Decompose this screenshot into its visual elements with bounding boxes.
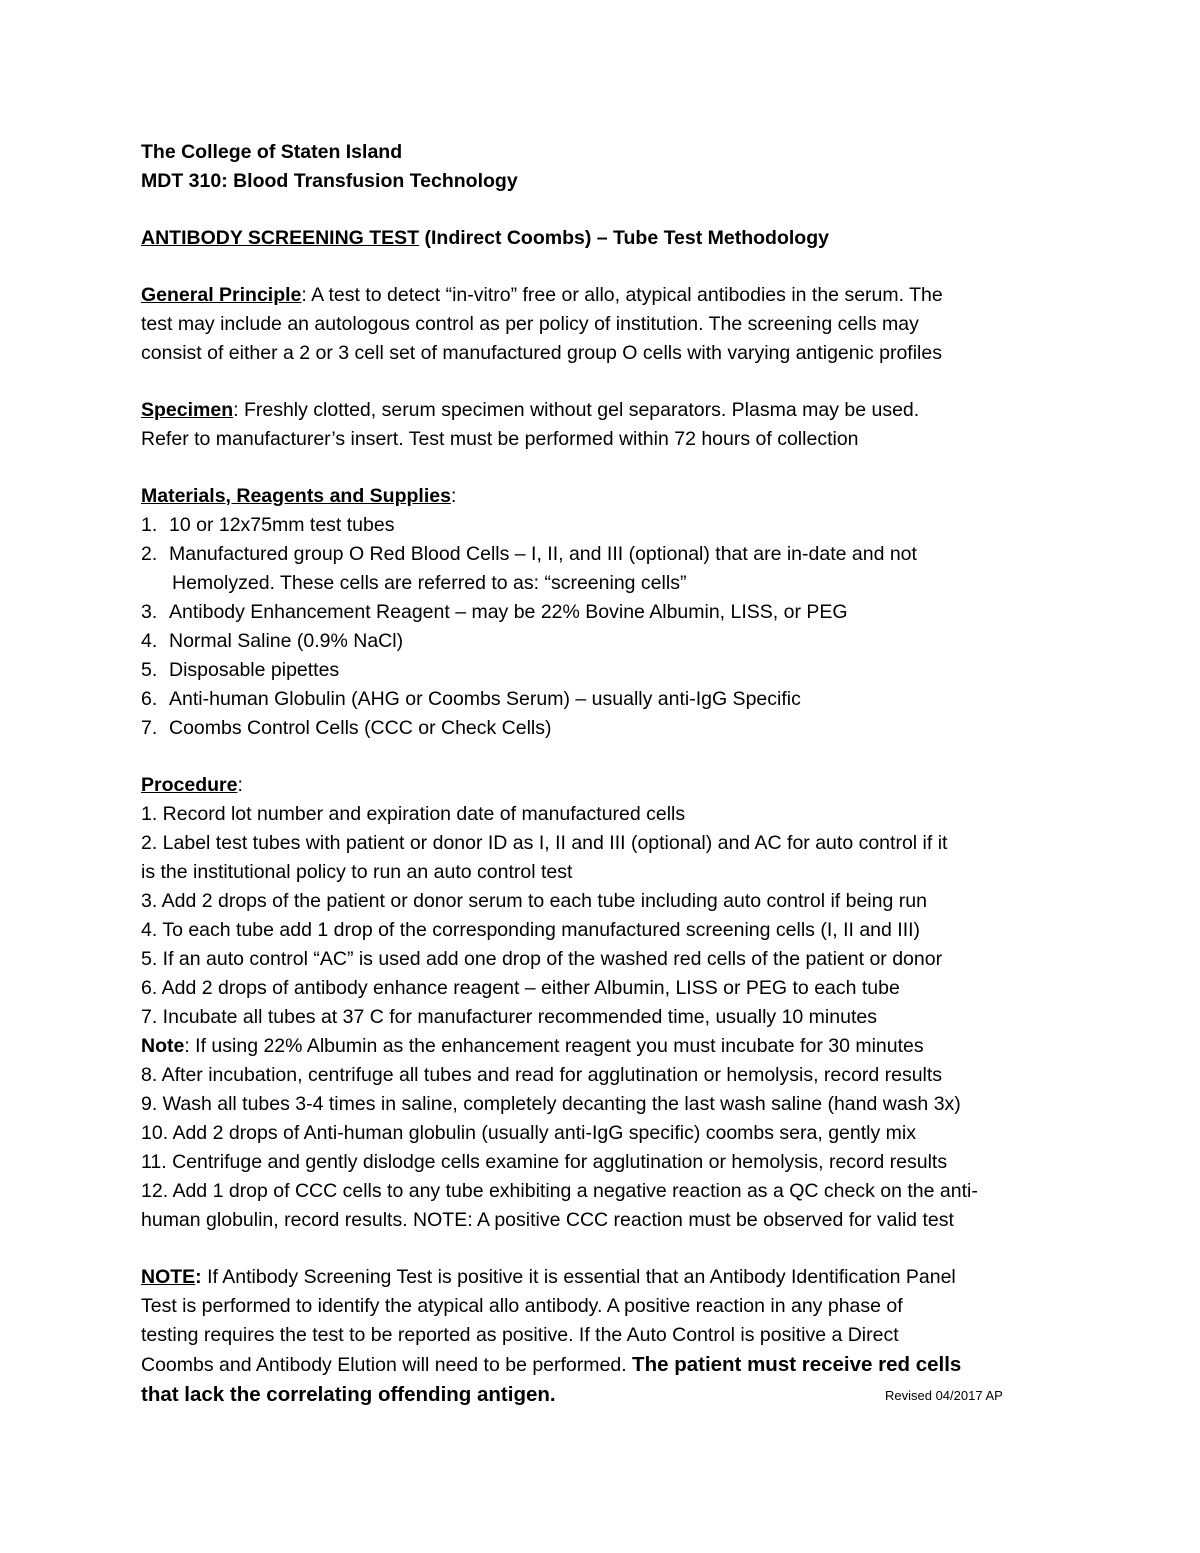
procedure-heading bbox=[141, 771, 1061, 800]
materials-item bbox=[141, 569, 1061, 598]
procedure-step: 12. Add 1 drop of CCC cells to any tube exhibiting a negative reaction as a QC check on the anti- bbox=[141, 1180, 978, 1202]
procedure-step: is the institutional policy to run an auto control test bbox=[141, 861, 573, 883]
procedure-step: 9. Wash all tubes 3-4 times in saline, completely decanting the last wash saline (hand wash 3x) bbox=[141, 1093, 961, 1115]
materials-item-number: 7. bbox=[141, 717, 158, 739]
specimen-line-2: Refer to manufacturer’s insert. Test must be performed within 72 hours of collection bbox=[141, 428, 859, 450]
materials-item bbox=[141, 598, 1061, 627]
general-principle-section bbox=[141, 281, 1061, 368]
materials-colon: : bbox=[450, 485, 457, 507]
note-line-4 bbox=[141, 1350, 1061, 1380]
principle-text-1: A test to detect “in-vitro” free or allo, atypical antibodies in the serum. The bbox=[306, 284, 943, 306]
revision-stamp: Revised 04/2017 AP bbox=[885, 1388, 1003, 1403]
specimen-line-1 bbox=[141, 396, 1061, 425]
specimen-section bbox=[141, 396, 1061, 454]
note-text-4: Coombs and Antibody Elution will need to be performed. bbox=[141, 1354, 633, 1376]
procedure-step: 10. Add 2 drops of Anti-human globulin (usually anti-IgG specific) coombs sera, gently mix bbox=[141, 1122, 916, 1144]
materials-item bbox=[141, 511, 1061, 540]
materials-item-number: 1. bbox=[141, 514, 158, 536]
materials-item-text: Manufactured group O Red Blood Cells – I, II, and III (optional) that are in-date and not bbox=[169, 543, 917, 565]
procedure-section bbox=[141, 771, 1061, 1235]
materials-item bbox=[141, 714, 1061, 743]
principle-line-1 bbox=[141, 281, 1061, 310]
procedure-colon: : bbox=[237, 774, 243, 796]
materials-item-number: 5. bbox=[141, 659, 158, 681]
title-rest: (Indirect Coombs) – Tube Test Methodology bbox=[419, 227, 829, 249]
materials-item-text: Anti-human Globulin (AHG or Coombs Serum) – usually anti-IgG Specific bbox=[169, 688, 801, 710]
principle-line-2: test may include an autologous control as per policy of institution. The screening cells may bbox=[141, 313, 919, 335]
materials-item-text: Normal Saline (0.9% NaCl) bbox=[169, 630, 404, 652]
procedure-step: 6. Add 2 drops of antibody enhance reagent – either Albumin, LISS or PEG to each tube bbox=[141, 977, 900, 999]
procedure-note-text: : If using 22% Albumin as the enhancement reagent you must incubate for 30 minutes bbox=[184, 1035, 924, 1057]
procedure-step: 2. Label test tubes with patient or donor ID as I, II and III (optional) and AC for auto control if it bbox=[141, 832, 948, 854]
procedure-step: 7. Incubate all tubes at 37 C for manufacturer recommended time, usually 10 minutes bbox=[141, 1006, 877, 1028]
note-line-2: Test is performed to identify the atypical allo antibody. A positive reaction in any phase of bbox=[141, 1295, 903, 1317]
procedure-step: human globulin, record results. NOTE: A positive CCC reaction must be observed for valid test bbox=[141, 1209, 954, 1231]
materials-item bbox=[141, 685, 1061, 714]
procedure-step: 8. After incubation, centrifuge all tubes and read for agglutination or hemolysis, record results bbox=[141, 1064, 943, 1086]
procedure-step: 1. Record lot number and expiration date of manufactured cells bbox=[141, 803, 686, 825]
document-title bbox=[141, 224, 1061, 253]
note-colon: : bbox=[195, 1266, 202, 1288]
note-line-5: that lack the correlating offending antigen. bbox=[141, 1383, 556, 1406]
materials-item-number: 6. bbox=[141, 688, 158, 710]
materials-item-text: Hemolyzed. These cells are referred to as: “screening cells” bbox=[172, 572, 687, 594]
materials-list bbox=[141, 511, 1061, 743]
materials-label: Materials, Reagents and Supplies bbox=[141, 485, 451, 507]
materials-item bbox=[141, 627, 1061, 656]
principle-label: General Principle bbox=[141, 284, 302, 306]
note-line-1 bbox=[141, 1263, 1061, 1292]
materials-heading bbox=[141, 482, 1061, 511]
materials-item-text: Disposable pipettes bbox=[169, 659, 340, 681]
principle-line-3: consist of either a 2 or 3 cell set of manufactured group O cells with varying antigenic profiles bbox=[141, 342, 942, 364]
procedure-label: Procedure bbox=[141, 774, 238, 796]
specimen-label: Specimen bbox=[141, 399, 234, 421]
procedure-note bbox=[141, 1032, 1061, 1061]
title-main: ANTIBODY SCREENING TEST bbox=[141, 227, 420, 249]
materials-section bbox=[141, 482, 1061, 743]
note-line-3: testing requires the test to be reported as positive. If the Auto Control is positive a Direct bbox=[141, 1324, 899, 1346]
principle-colon: : bbox=[301, 284, 307, 306]
specimen-colon: : bbox=[233, 399, 239, 421]
materials-item-number: 2. bbox=[141, 543, 158, 565]
note-bold-4: The patient must receive red cells bbox=[632, 1353, 962, 1376]
procedure-step: 4. To each tube add 1 drop of the corresponding manufactured screening cells (I, II and III) bbox=[141, 919, 921, 941]
materials-item-text: 10 or 12x75mm test tubes bbox=[169, 514, 395, 536]
procedure-step: 5. If an auto control “AC” is used add one drop of the washed red cells of the patient or donor bbox=[141, 948, 943, 970]
materials-item-number: 3. bbox=[141, 601, 158, 623]
materials-item-text: Coombs Control Cells (CCC or Check Cells) bbox=[169, 717, 552, 739]
college-name: The College of Staten Island bbox=[141, 141, 403, 163]
procedure-note-label: Note bbox=[141, 1035, 185, 1057]
materials-item bbox=[141, 656, 1061, 685]
materials-item-number: 4. bbox=[141, 630, 158, 652]
procedure-step: 3. Add 2 drops of the patient or donor serum to each tube including auto control if being run bbox=[141, 890, 927, 912]
materials-item bbox=[141, 540, 1061, 569]
course-title: MDT 310: Blood Transfusion Technology bbox=[141, 170, 518, 192]
specimen-text-1: Freshly clotted, serum specimen without gel separators. Plasma may be used. bbox=[238, 399, 920, 421]
procedure-step: 11. Centrifuge and gently dislodge cells examine for agglutination or hemolysis, record results bbox=[141, 1151, 948, 1173]
note-label: NOTE bbox=[141, 1266, 196, 1288]
materials-item-text: Antibody Enhancement Reagent – may be 22% Bovine Albumin, LISS, or PEG bbox=[169, 601, 848, 623]
document-page bbox=[141, 138, 1061, 1409]
note-text-1: If Antibody Screening Test is positive it is essential that an Antibody Identification Panel bbox=[201, 1266, 956, 1288]
